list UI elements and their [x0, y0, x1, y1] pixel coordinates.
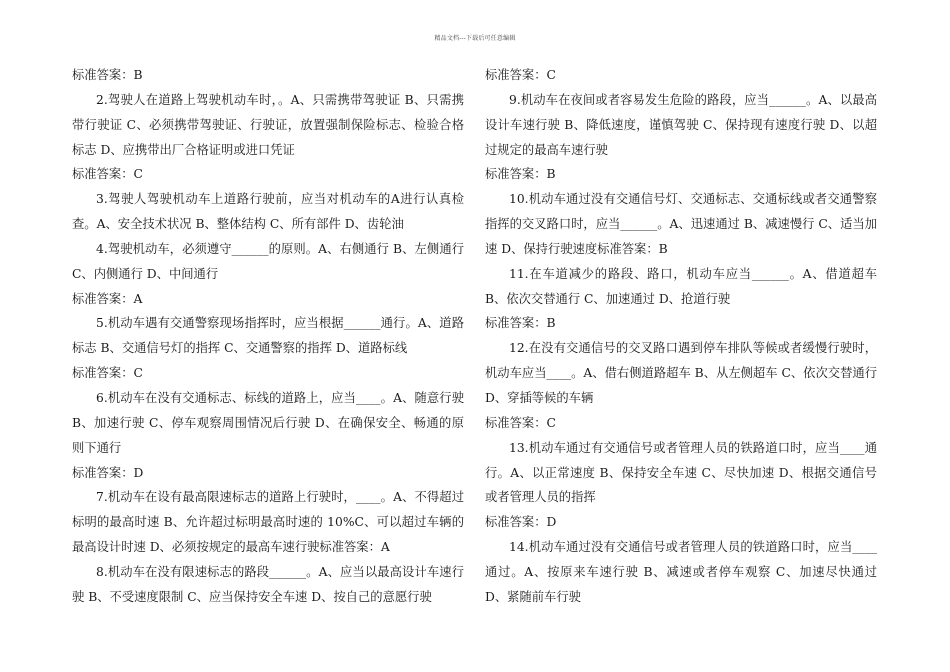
question-7: 7.机动车在设有最高限速标志的道路上行驶时，____。A、不得超过标明的最高时速 B、允许超过标明最高时速的 10%C、可以超过车辆的最高设计时速 D、必须按规定的最高车速行驶标准答案：A: [72, 490, 464, 555]
page-header: 精品文档---下载后可任意编辑: [434, 35, 516, 42]
question-4: 4.驾驶机动车，必须遵守______的原则。A、右侧通行 B、左侧通行 C、内侧通行 D、中间通行: [72, 241, 464, 281]
right-column: [485, 63, 877, 610]
answer-line: 标准答案：C: [485, 415, 556, 430]
answer-line: 标准答案：B: [485, 316, 556, 331]
question-11: 11.在车道减少的路段、路口，机动车应当______。A、借道超车 B、依次交替通行 C、加速通过 D、抢道行驶: [485, 266, 877, 306]
question-14: 14.机动车通过没有交通信号或者管理人员的铁道路口时，应当____通过。A、按原来车速行驶 B、减速或者停车观察 C、加速尽快通过 D、紧随前车行驶: [485, 540, 877, 604]
question-10: 10.机动车通过没有交通信号灯、交通标志、交通标线或者交通警察指挥的交叉路口时，应当______。A、迅速通过 B、减速慢行 C、适当加速 D、保持行驶速度标准答案：B: [485, 192, 877, 256]
answer-line: 标准答案：B: [72, 68, 143, 82]
answer-line: 标准答案：C: [485, 68, 556, 82]
answer-line: 标准答案：D: [485, 515, 557, 530]
answer-line: 标准答案：B: [485, 167, 556, 182]
left-column: [72, 63, 464, 610]
question-2: 2.驾驶人在道路上驾驶机动车时，。A、只需携带驾驶证 B、只需携带行驶证 C、必须携带驾驶证、行驶证，放置强制保险标志、检验合格标志 D、应携带出厂合格证明或进口凭证: [72, 92, 464, 157]
answer-line: 标准答案：C: [72, 167, 143, 182]
question-13: 13.机动车通过有交通信号或者管理人员的铁路道口时，应当____通行。A、以正常速度 B、保持安全车速 C、尽快加速 D、根据交通信号或者管理人员的指挥: [485, 440, 877, 505]
question-9: 9.机动车在夜间或者容易发生危险的路段，应当______。A、以最高设计车速行驶 B、降低速度，谨慎驾驶 C、保持现有速度行驶 D、以超过规定的最高车速行驶: [485, 92, 877, 157]
question-12: 12.在没有交通信号的交叉路口遇到停车排队等候或者缓慢行驶时，机动车应当____。A、借右侧道路超车 B、从左侧超车 C、依次交替通行 D、穿插等候的车辆: [485, 341, 877, 405]
question-5: 5.机动车遇有交通警察现场指挥时，应当根据______通行。A、道路标志 B、交通信号灯的指挥 C、交通警察的指挥 D、道路标线: [72, 316, 464, 356]
answer-line: 标准答案：D: [72, 465, 144, 480]
question-6: 6.机动车在没有交通标志、标线的道路上，应当____。A、随意行驶 B、加速行驶 C、停车观察周围情况后行驶 D、在确保安全、畅通的原则下通行: [72, 390, 464, 455]
question-8: 8.机动车在没有限速标志的路段______。A、应当以最高设计车速行驶 B、不受速度限制 C、应当保持安全车速 D、按自己的意愿行驶: [72, 564, 464, 604]
answer-line: 标准答案：A: [72, 291, 143, 306]
question-3: 3.驾驶人驾驶机动车上道路行驶前，应当对机动车的A进行认真检查。A、安全技术状况 B、整体结构 C、所有部件 D、齿轮油: [72, 192, 464, 232]
answer-line: 标准答案：C: [72, 366, 143, 381]
